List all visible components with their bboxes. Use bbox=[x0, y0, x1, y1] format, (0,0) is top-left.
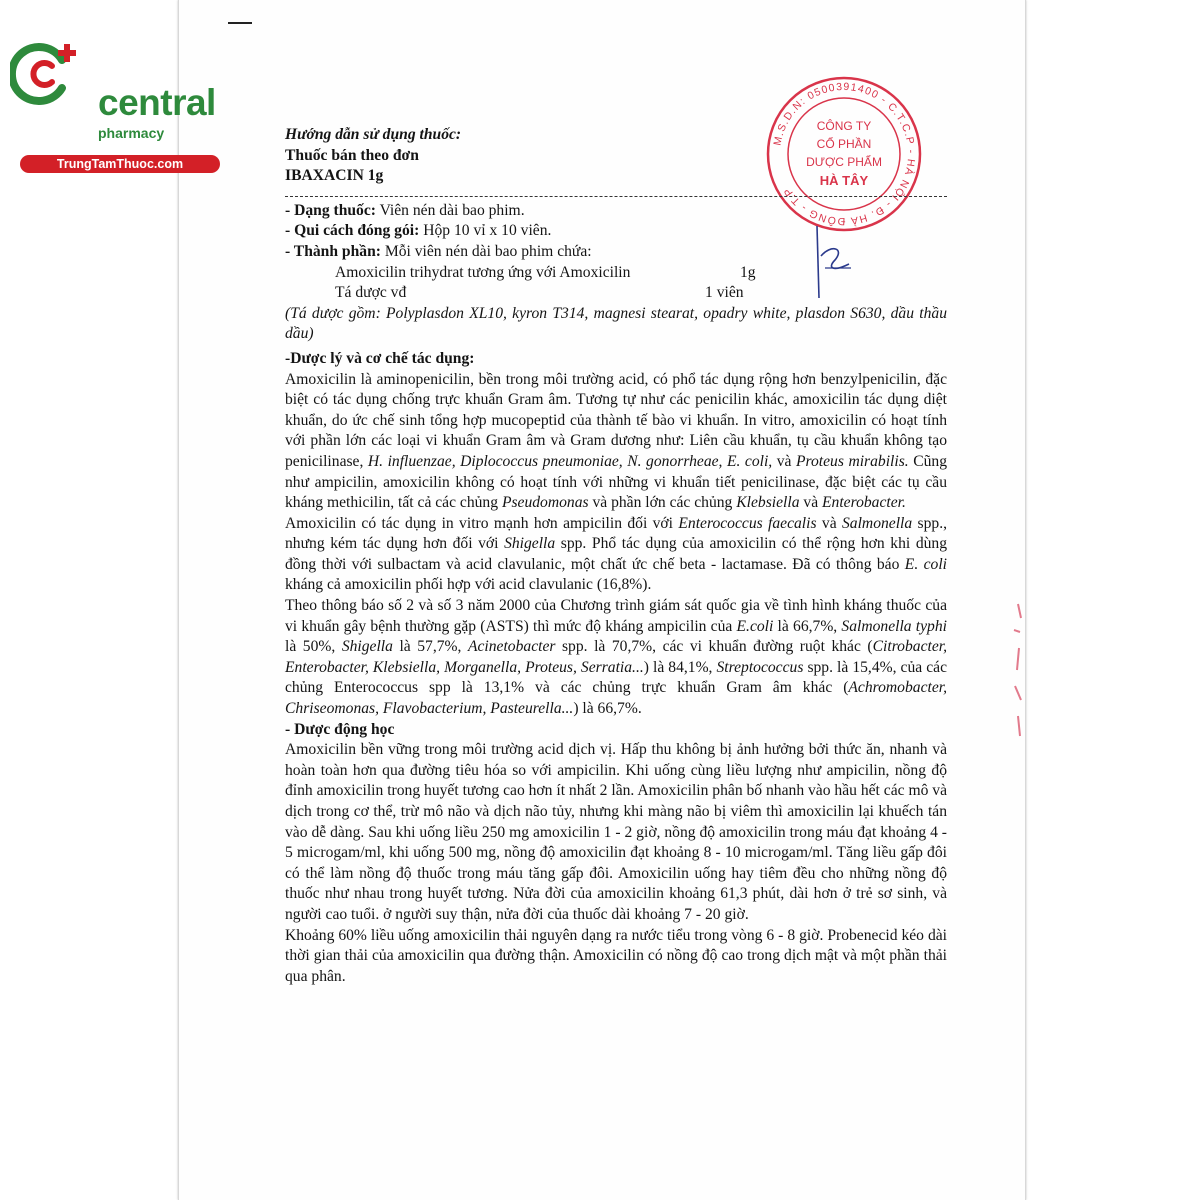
excipients-note: (Tá dược gồm: Polyplasdon XL10, kyron T314, magnesi stearat, opadry white, plasdon S630, dầu thầu dầu) bbox=[285, 304, 947, 343]
document-body bbox=[285, 125, 947, 987]
doc-title: Hướng dẫn sử dụng thuốc: bbox=[285, 126, 462, 143]
pack-label: - Qui cách đóng gói: bbox=[285, 222, 420, 240]
ingredient-row bbox=[285, 283, 947, 304]
text-run: ) là 84,1%, bbox=[643, 658, 717, 676]
text-run: là 57,7%, bbox=[392, 638, 468, 656]
pharmacology-paragraph-2 bbox=[285, 514, 947, 596]
text-run: là 50%, bbox=[285, 638, 342, 656]
ingredient-name: Amoxicilin trihydrat tương ứng với Amoxicilin bbox=[335, 263, 631, 281]
text-run: và bbox=[772, 452, 796, 470]
product-name: IBAXACIN 1g bbox=[285, 167, 384, 185]
text-run-italic: Salmonella bbox=[842, 514, 913, 532]
ingredient-qty: 1 viên bbox=[705, 284, 744, 302]
central-pharmacy-logo[interactable] bbox=[10, 38, 216, 171]
pharmacology-heading: -Dược lý và cơ chế tác dụng: bbox=[285, 349, 475, 367]
text-run: và bbox=[816, 514, 842, 532]
pack-line bbox=[285, 221, 947, 242]
text-run: ) là 66,7%. bbox=[573, 700, 642, 718]
pharmacokinetics-heading: - Dược động học bbox=[285, 720, 395, 738]
stamp-ring-text: M.S.D.N: 0500391400 - C.T.C.P - HÀ NỘI - Đ. HÀ ĐÔNG - T.P bbox=[771, 80, 918, 228]
text-run: Amoxicilin có tác dụng in vitro mạnh hơn ampicilin đối với bbox=[285, 514, 679, 532]
rx-label: Thuốc bán theo đơn bbox=[285, 146, 419, 164]
text-run-italic: E. coli bbox=[904, 555, 947, 573]
stamp-line-4: HÀ TÂY bbox=[819, 173, 869, 188]
comp-line bbox=[285, 242, 947, 263]
form-label: - Dạng thuốc: bbox=[285, 201, 376, 219]
pharmacy-cross-icon bbox=[10, 38, 80, 108]
comp-label: - Thành phần: bbox=[285, 242, 381, 260]
text-run-italic: Enterobacter. bbox=[822, 494, 906, 512]
text-run-italic: Proteus mirabilis. bbox=[795, 452, 909, 470]
stamp-line-3: DƯỢC PHẨM bbox=[806, 155, 882, 169]
scan-mark bbox=[228, 22, 252, 24]
text-run-italic: H. influenzae, Diplococcus pneumoniae, N. gonorrheae, E. coli, bbox=[367, 452, 773, 470]
text-run: và bbox=[799, 494, 823, 512]
pack-value: Hộp 10 vỉ x 10 viên. bbox=[419, 222, 552, 240]
ingredient-name: Tá dược vđ bbox=[335, 284, 407, 302]
logo-brand: central bbox=[98, 82, 216, 123]
form-value: Viên nén dài bao phim. bbox=[375, 201, 525, 219]
text-run-italic: Enterococcus faecalis bbox=[678, 514, 817, 532]
text-run-italic: E.coli bbox=[736, 617, 774, 635]
text-run: spp. là 15,4%, của các chủng Enterococcus spp là 13,1% và các chủng trực khuẩn Gram âm khác ( bbox=[285, 658, 947, 697]
text-run: Cũng như ampicilin, amoxicilin không có hoạt tính với những vi khuẩn tiết penicilinase, đặc biệt các tụ cầu kháng methicilin, tất cả các chủng bbox=[285, 452, 947, 512]
text-run: spp., nhưng kém tác dụng hơn đối với bbox=[285, 514, 947, 553]
text-run-italic: Shigella bbox=[504, 535, 556, 553]
text-run-italic: Achromobacter, Chriseomonas, Flavobacterium, Pasteurella... bbox=[285, 679, 947, 718]
text-run-italic: Shigella bbox=[341, 638, 393, 656]
ingredient-qty: 1g bbox=[740, 263, 756, 281]
pharmacology-paragraph-3 bbox=[285, 596, 947, 720]
logo-subtitle: pharmacy bbox=[98, 125, 165, 141]
pharmacokinetics-paragraph-1: Amoxicilin bền vững trong môi trường acid dịch vị. Hấp thu không bị ảnh hưởng bởi thức ăn, nhanh và hoàn toàn hơn qua đường tiêu hóa so với ampicilin. Khi uống cùng liều lượng như ampicilin, nồng độ đỉnh amoxicilin trong huyết tương cao hơn ít nhất 2 lần. Amoxicilin phân bố nhanh vào hầu hết các mô và dịch trong cơ thể, trừ mô não và dịch não tủy, nhưng khi màng não bị viêm thì amoxicilin lại khuếch tán vào dễ dàng. Sau khi uống liều 250 mg amoxicilin 1 - 2 giờ, nồng độ amoxicilin trong máu đạt khoảng 4 - 5 microgam/ml, khi uống 500 mg, nồng độ amoxicilin đạt khoảng 8 - 10 microgam/ml. Tăng liều gấp đôi có thể làm nồng độ thuốc trong máu tăng gấp đôi. Amoxicilin uống hay tiêm đều cho những nồng độ thuốc như nhau trong huyết tương. Nửa đời của amoxicilin khoảng 61,3 phút, dài hơn ở trẻ sơ sinh, và người cao tuổi. ở người suy thận, nửa đời của thuốc dài khoảng 7 - 20 giờ. bbox=[285, 741, 947, 923]
text-run-italic: Pseudomonas bbox=[501, 494, 589, 512]
text-run-italic: Citrobacter, Enterobacter, Klebsiella, Morganella, Proteus, Serratia... bbox=[285, 638, 947, 676]
edge-stamp-fragment bbox=[1010, 600, 1024, 740]
text-run-italic: Klebsiella bbox=[736, 494, 800, 512]
text-run: và phần lớn các chủng bbox=[588, 494, 737, 512]
ingredient-row bbox=[285, 263, 947, 284]
text-run-italic: Streptococcus bbox=[716, 658, 804, 676]
pharmacology-paragraph-1 bbox=[285, 370, 947, 514]
form-line bbox=[285, 201, 947, 222]
comp-value: Mỗi viên nén dài bao phim chứa: bbox=[380, 242, 592, 260]
stamp-line-2: CỔ PHẦN bbox=[816, 137, 872, 151]
pharmacokinetics-paragraph-2: Khoảng 60% liều uống amoxicilin thải nguyên dạng ra nước tiểu trong vòng 6 - 8 giờ. Probenecid kéo dài thời gian thải của amoxicilin qua đường thận. Amoxicilin có nồng độ cao trong dịch mật và một phần thải qua phân. bbox=[285, 926, 947, 985]
text-run-italic: Acinetobacter bbox=[467, 638, 556, 656]
text-run: spp. là 70,7%, các vi khuẩn đường ruột khác ( bbox=[555, 638, 873, 656]
text-run: Theo thông báo số 2 và số 3 năm 2000 của Chương trình giám sát quốc gia về tình hình kháng thuốc của vi khuẩn gây bệnh thường gặp (ASTS) thì mức độ kháng ampicilin của bbox=[285, 597, 947, 635]
stamp-line-1: CÔNG TY bbox=[816, 119, 872, 133]
text-run: là 66,7%, bbox=[773, 617, 842, 635]
text-run-italic: Salmonella typhi bbox=[841, 617, 947, 635]
text-run: kháng cả amoxicilin phối hợp với acid clavulanic (16,8%). bbox=[285, 576, 652, 594]
dashed-divider bbox=[285, 196, 947, 197]
logo-site: TrungTamThuoc.com bbox=[20, 155, 220, 173]
text-run: Amoxicilin là aminopenicilin, bền trong môi trường acid, có phổ tác dụng rộng hơn benzylpenicilin, đặc biệt có tác dụng chống trực khuẩn Gram âm. Tương tự như các penicilin khác, amoxicilin tác dụng diệt khuẩn, do ức chế sinh tổng hợp mucopeptid của thành tế bào vi khuẩn. In vitro, amoxicilin có hoạt tính với phần lớn các loại vi khuẩn Gram âm và Gram dương như: Liên cầu khuẩn, tụ cầu khuẩn không tạo penicilinase, bbox=[285, 370, 947, 470]
text-run: spp. Phổ tác dụng của amoxicilin có thể rộng hơn khi dùng đồng thời với sulbactam và acid clavulanic, một chất ức chế beta - lactamase. Đã có thông báo bbox=[285, 535, 948, 573]
